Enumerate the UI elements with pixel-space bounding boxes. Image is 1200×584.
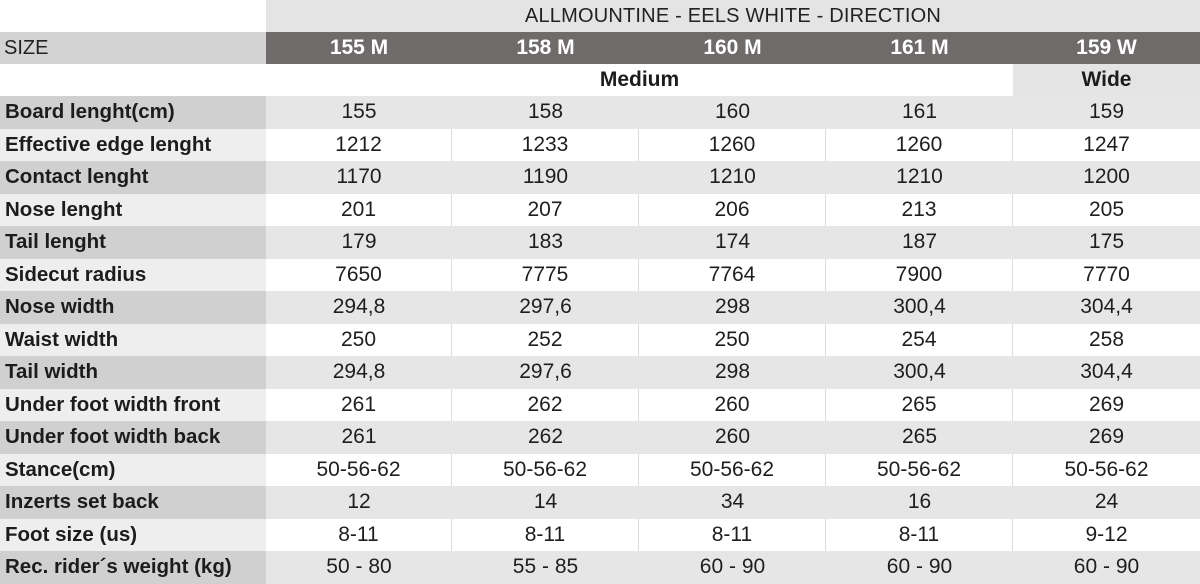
table-cell: 261 bbox=[266, 421, 452, 454]
table-cell: 254 bbox=[826, 324, 1013, 357]
table-cell: 304,4 bbox=[1013, 291, 1200, 324]
table-cell: 1260 bbox=[826, 129, 1013, 162]
size-header-1: 155 M bbox=[266, 32, 452, 64]
group-wide: Wide bbox=[1013, 64, 1200, 96]
table-cell: 8-11 bbox=[826, 519, 1013, 552]
row-label: Sidecut radius bbox=[0, 259, 266, 292]
table-cell: 159 bbox=[1013, 96, 1200, 129]
table-cell: 1260 bbox=[639, 129, 826, 162]
size-header-3: 160 M bbox=[639, 32, 826, 64]
table-cell: 304,4 bbox=[1013, 356, 1200, 389]
row-label: Under foot width front bbox=[0, 389, 266, 422]
table-cell: 1210 bbox=[639, 161, 826, 194]
table-cell: 300,4 bbox=[826, 356, 1013, 389]
table-cell: 262 bbox=[452, 389, 639, 422]
table-cell: 174 bbox=[639, 226, 826, 259]
table-cell: 9-12 bbox=[1013, 519, 1200, 552]
table-cell: 213 bbox=[826, 194, 1013, 227]
table-cell: 258 bbox=[1013, 324, 1200, 357]
table-cell: 24 bbox=[1013, 486, 1200, 519]
table-cell: 201 bbox=[266, 194, 452, 227]
table-cell: 1210 bbox=[826, 161, 1013, 194]
table-cell: 269 bbox=[1013, 421, 1200, 454]
table-cell: 50-56-62 bbox=[1013, 454, 1200, 487]
group-blank bbox=[0, 64, 266, 96]
table-title: ALLMOUNTINE - EELS WHITE - DIRECTION bbox=[266, 0, 1200, 32]
table-cell: 50-56-62 bbox=[266, 454, 452, 487]
table-cell: 269 bbox=[1013, 389, 1200, 422]
table-cell: 7764 bbox=[639, 259, 826, 292]
table-cell: 252 bbox=[452, 324, 639, 357]
table-cell: 160 bbox=[639, 96, 826, 129]
table-cell: 8-11 bbox=[266, 519, 452, 552]
size-label: SIZE bbox=[0, 32, 266, 64]
size-header-5: 159 W bbox=[1013, 32, 1200, 64]
table-cell: 1190 bbox=[452, 161, 639, 194]
table-cell: 183 bbox=[452, 226, 639, 259]
row-label: Nose width bbox=[0, 291, 266, 324]
row-label: Rec. rider´s weight (kg) bbox=[0, 551, 266, 584]
table-cell: 7650 bbox=[266, 259, 452, 292]
table-cell: 265 bbox=[826, 389, 1013, 422]
table-cell: 50 - 80 bbox=[266, 551, 452, 584]
table-cell: 14 bbox=[452, 486, 639, 519]
table-cell: 8-11 bbox=[452, 519, 639, 552]
table-cell: 7770 bbox=[1013, 259, 1200, 292]
size-header-2: 158 M bbox=[452, 32, 639, 64]
table-cell: 50-56-62 bbox=[452, 454, 639, 487]
table-cell: 250 bbox=[266, 324, 452, 357]
table-cell: 261 bbox=[266, 389, 452, 422]
table-cell: 260 bbox=[639, 421, 826, 454]
table-cell: 262 bbox=[452, 421, 639, 454]
row-label: Waist width bbox=[0, 324, 266, 357]
table-cell: 60 - 90 bbox=[639, 551, 826, 584]
table-cell: 1247 bbox=[1013, 129, 1200, 162]
table-cell: 161 bbox=[826, 96, 1013, 129]
table-cell: 297,6 bbox=[452, 291, 639, 324]
table-cell: 1212 bbox=[266, 129, 452, 162]
table-cell: 155 bbox=[266, 96, 452, 129]
table-cell: 207 bbox=[452, 194, 639, 227]
table-cell: 260 bbox=[639, 389, 826, 422]
row-label: Tail lenght bbox=[0, 226, 266, 259]
table-cell: 175 bbox=[1013, 226, 1200, 259]
table-cell: 50-56-62 bbox=[826, 454, 1013, 487]
table-cell: 300,4 bbox=[826, 291, 1013, 324]
table-cell: 7900 bbox=[826, 259, 1013, 292]
row-label: Board lenght(cm) bbox=[0, 96, 266, 129]
row-label: Under foot width back bbox=[0, 421, 266, 454]
table-cell: 298 bbox=[639, 356, 826, 389]
table-cell: 55 - 85 bbox=[452, 551, 639, 584]
table-cell: 50-56-62 bbox=[639, 454, 826, 487]
table-cell: 179 bbox=[266, 226, 452, 259]
table-cell: 34 bbox=[639, 486, 826, 519]
corner-blank bbox=[0, 0, 266, 32]
row-label: Contact lenght bbox=[0, 161, 266, 194]
row-label: Foot size (us) bbox=[0, 519, 266, 552]
row-label: Stance(cm) bbox=[0, 454, 266, 487]
table-cell: 265 bbox=[826, 421, 1013, 454]
row-label: Tail width bbox=[0, 356, 266, 389]
table-cell: 205 bbox=[1013, 194, 1200, 227]
table-cell: 60 - 90 bbox=[1013, 551, 1200, 584]
table-cell: 250 bbox=[639, 324, 826, 357]
row-label: Nose lenght bbox=[0, 194, 266, 227]
row-label: Inzerts set back bbox=[0, 486, 266, 519]
table-cell: 1170 bbox=[266, 161, 452, 194]
table-cell: 294,8 bbox=[266, 291, 452, 324]
table-cell: 7775 bbox=[452, 259, 639, 292]
table-cell: 158 bbox=[452, 96, 639, 129]
table-cell: 60 - 90 bbox=[826, 551, 1013, 584]
table-cell: 16 bbox=[826, 486, 1013, 519]
table-cell: 297,6 bbox=[452, 356, 639, 389]
table-cell: 294,8 bbox=[266, 356, 452, 389]
table-cell: 187 bbox=[826, 226, 1013, 259]
row-label: Effective edge lenght bbox=[0, 129, 266, 162]
table-cell: 298 bbox=[639, 291, 826, 324]
table-cell: 12 bbox=[266, 486, 452, 519]
size-header-4: 161 M bbox=[826, 32, 1013, 64]
group-medium: Medium bbox=[266, 64, 1013, 96]
table-cell: 8-11 bbox=[639, 519, 826, 552]
table-cell: 1233 bbox=[452, 129, 639, 162]
table-cell: 1200 bbox=[1013, 161, 1200, 194]
table-cell: 206 bbox=[639, 194, 826, 227]
